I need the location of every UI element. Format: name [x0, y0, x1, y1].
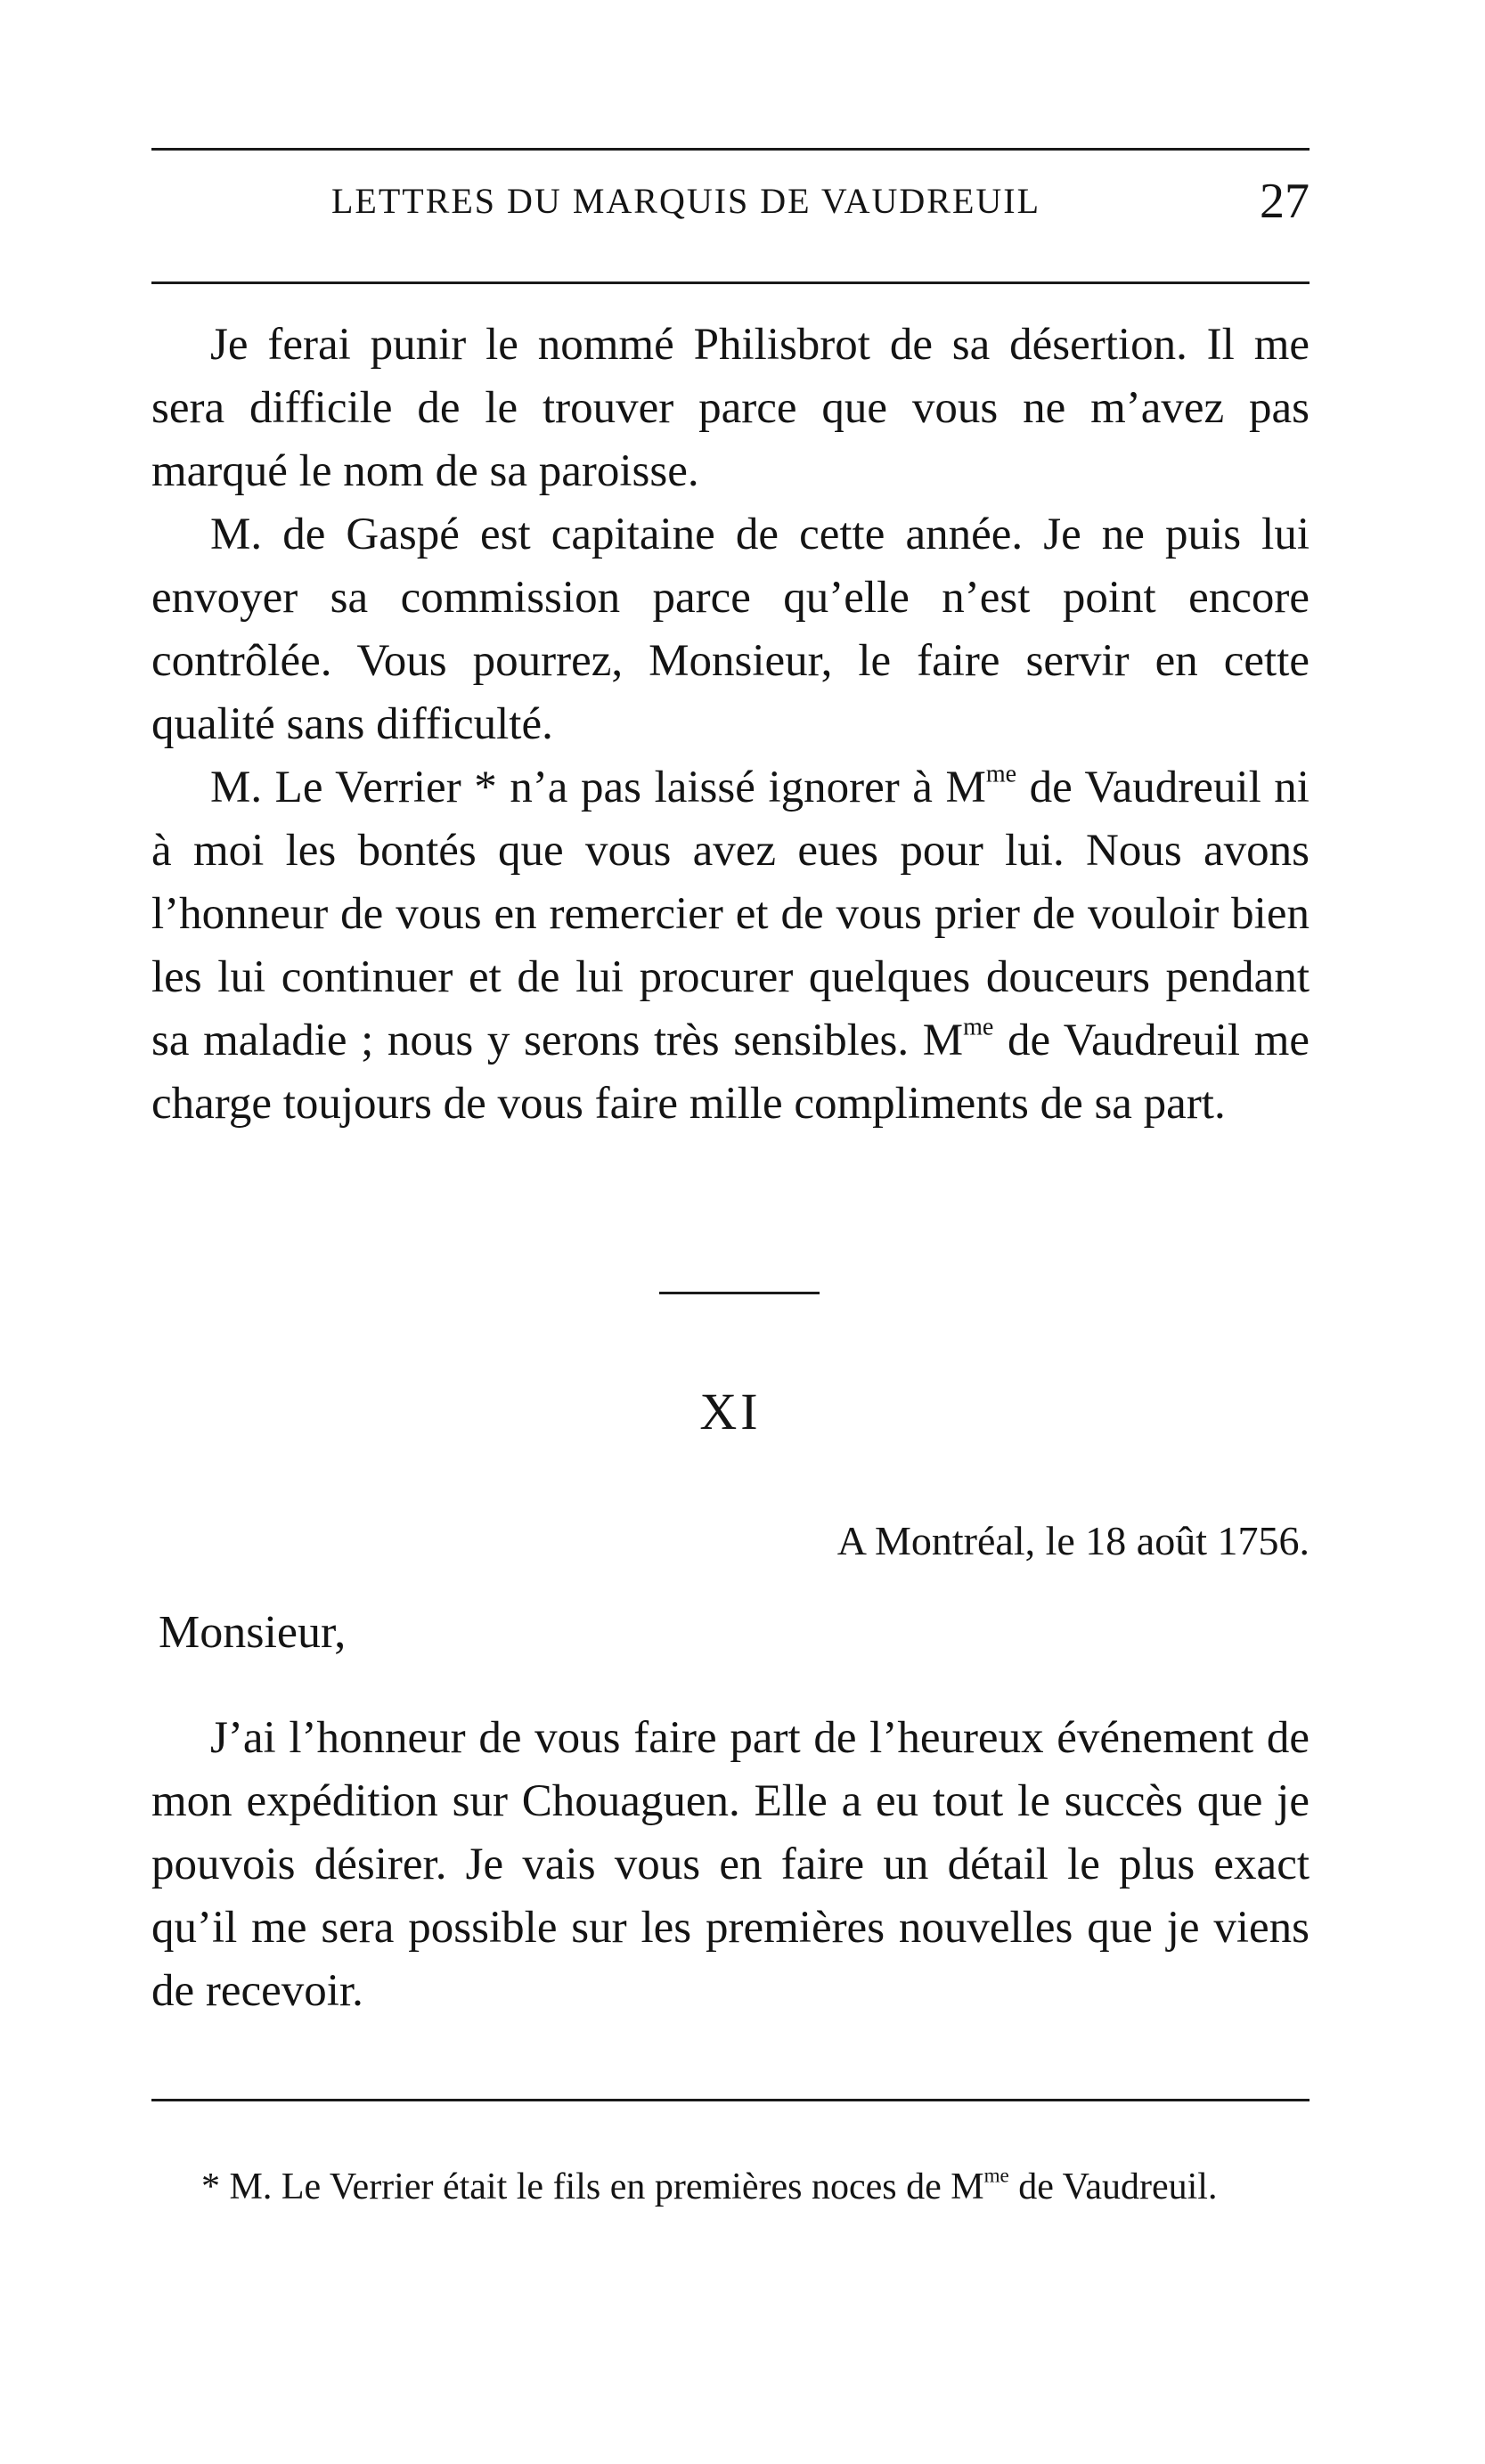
paragraph-le-verrier-part-1: M. Le Verrier * n’a pas laissé ignorer à M — [210, 763, 986, 812]
footnote — [151, 2160, 1310, 2214]
letter-number: XI — [699, 1383, 762, 1440]
paragraph-chouaguen: J’ai l’honneur de vous faire part de l’heureux événement de mon expédition sur Chouaguen. Elle a eu tout le succès que je pouvois désirer. Je vais vous en faire un détail le plus exact qu’il me sera possible sur les premières nouvelles que je viens de recevoir. — [151, 1713, 1310, 2016]
paragraph-le-verrier-part-2: de Vaudreuil ni à moi les bontés que vous avez eues pour lui. Nous avons l’honneur de vous en remercier et de vous prier de vouloir bien les lui continuer et de lui procurer quelques douceurs pendant sa maladie ; nous y serons très sensibles. M — [151, 763, 1310, 1065]
header-bottom-rule — [151, 281, 1310, 284]
letter-salutation: Monsieur, — [159, 1607, 347, 1658]
book-page — [151, 0, 1310, 2464]
footnote-part-2: de Vaudreuil. — [1008, 2166, 1218, 2207]
header-top-rule — [151, 148, 1310, 151]
section-separator — [659, 1292, 820, 1294]
superscript-me: me — [983, 2163, 1009, 2187]
paragraph-desertion: Je ferai punir le nommé Philisbrot de sa désertion. Il me sera difficile de le trouver parce que vous ne m’avez pas marqué le nom de sa paroisse. — [151, 320, 1310, 496]
footnote-text — [151, 2160, 1310, 2214]
running-head — [151, 175, 1310, 228]
running-title: LETTRES DU MARQUIS DE VAUDREUIL — [330, 181, 1041, 221]
page-number: 27 — [1260, 174, 1310, 229]
continuation-text — [151, 314, 1310, 1136]
paragraph-le-verrier — [151, 756, 1310, 1136]
superscript-me: me — [963, 1013, 994, 1041]
footnote-rule — [151, 2099, 1310, 2101]
letter-dateline: A Montréal, le 18 août 1756. — [836, 1518, 1310, 1563]
letter-body — [151, 1707, 1310, 2023]
footnote-part-1: * M. Le Verrier était le fils en premières noces de M — [201, 2166, 984, 2207]
paragraph-le-verrier-part-3: de Vaudreuil me charge toujours de vous faire mille compliments de sa part. — [151, 1016, 1310, 1129]
paragraph-gaspe: M. de Gaspé est capitaine de cette année. Je ne puis lui envoyer sa commission parce qu’elle n’est point encore contrôlée. Vous pourrez, Monsieur, le faire servir en cette qualité sans difficulté. — [151, 510, 1310, 749]
superscript-me: me — [985, 760, 1017, 788]
